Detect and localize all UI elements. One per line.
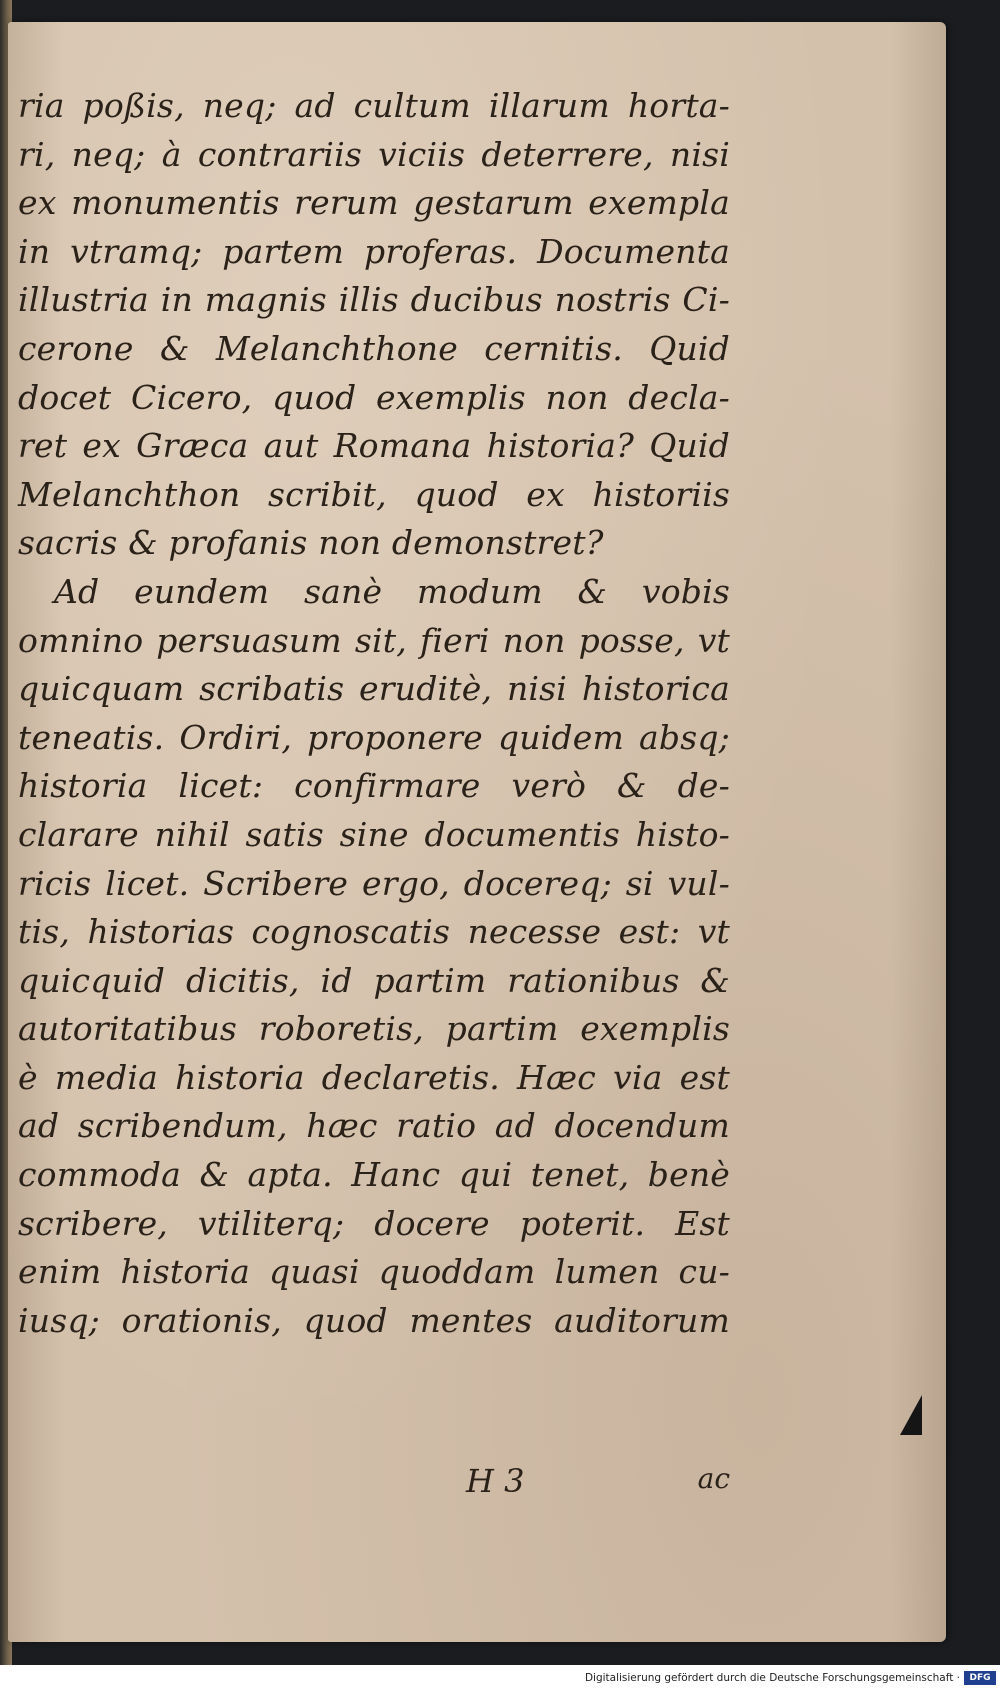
text-line-17: ricis licet. Scribere ergo, docereq; si vul- <box>18 863 730 903</box>
page-clip-mark <box>900 1395 922 1435</box>
text-line-25: enim historia quasi quoddam lumen cu- <box>18 1252 730 1292</box>
text-line-18: tis, historias cognoscatis necesse est: vt <box>18 912 730 952</box>
text-line-9: Melanchthon scribit, quod ex historiis <box>18 474 730 514</box>
text-line-15: historia licet: confirmare verò & de- <box>18 766 730 806</box>
signature-mark: H 3 <box>466 1462 525 1500</box>
text-line-16: clarare nihil satis sine documentis histo- <box>18 814 730 854</box>
text-line-8: ret ex Græca aut Romana historia? Quid <box>18 426 730 466</box>
book-page <box>8 22 946 1642</box>
text-line-22: ad scribendum, hæc ratio ad docendum <box>18 1106 730 1146</box>
text-line-19: quicquid dicitis, id partim rationibus & <box>18 960 730 1000</box>
text-line-7: docet Cicero, quod exemplis non decla- <box>18 377 730 417</box>
text-line-23: commoda & apta. Hanc qui tenet, benè <box>18 1155 730 1195</box>
text-line-5: illustria in magnis illis ducibus nostris Ci- <box>18 280 730 320</box>
text-line-1: ria poßis, neq; ad cultum illarum horta- <box>18 86 730 125</box>
credit-bar <box>0 1665 1000 1693</box>
text-line-2: ri, neq; à contrariis viciis deterrere, nisi <box>18 134 730 174</box>
text-line-12: omnino persuasum sit, fieri non posse, vt <box>18 620 730 660</box>
page-footer <box>18 1462 730 1510</box>
text-line-26: iusq; orationis, quod mentes auditorum <box>18 1300 730 1340</box>
text-line-10: sacris & profanis non demonstret? <box>18 523 604 563</box>
text-line-3: ex monumentis rerum gestarum exempla <box>18 183 730 223</box>
credit-text: Digitalisierung gefördert durch die Deutsche Forschungsgemeinschaft · <box>584 1672 960 1684</box>
text-line-13: quicquam scribatis eruditè, nisi historica <box>18 669 730 709</box>
text-line-20: autoritatibus roboretis, partim exemplis <box>18 1009 730 1049</box>
text-line-4: in vtramq; partem proferas. Documenta <box>18 231 730 271</box>
text-line-6: cerone & Melanchthone cernitis. Quid <box>18 328 730 368</box>
catchword: ac <box>697 1462 730 1495</box>
text-line-11: Ad eundem sanè modum & vobis <box>54 571 730 611</box>
text-line-24: scribere, vtiliterq; docere poterit. Est <box>18 1203 730 1243</box>
text-line-14: teneatis. Ordiri, proponere quidem absq; <box>18 717 730 757</box>
dfg-logo: DFG <box>964 1671 996 1685</box>
page-text <box>18 82 730 1500</box>
text-line-21: è media historia declaretis. Hæc via est <box>18 1057 730 1097</box>
